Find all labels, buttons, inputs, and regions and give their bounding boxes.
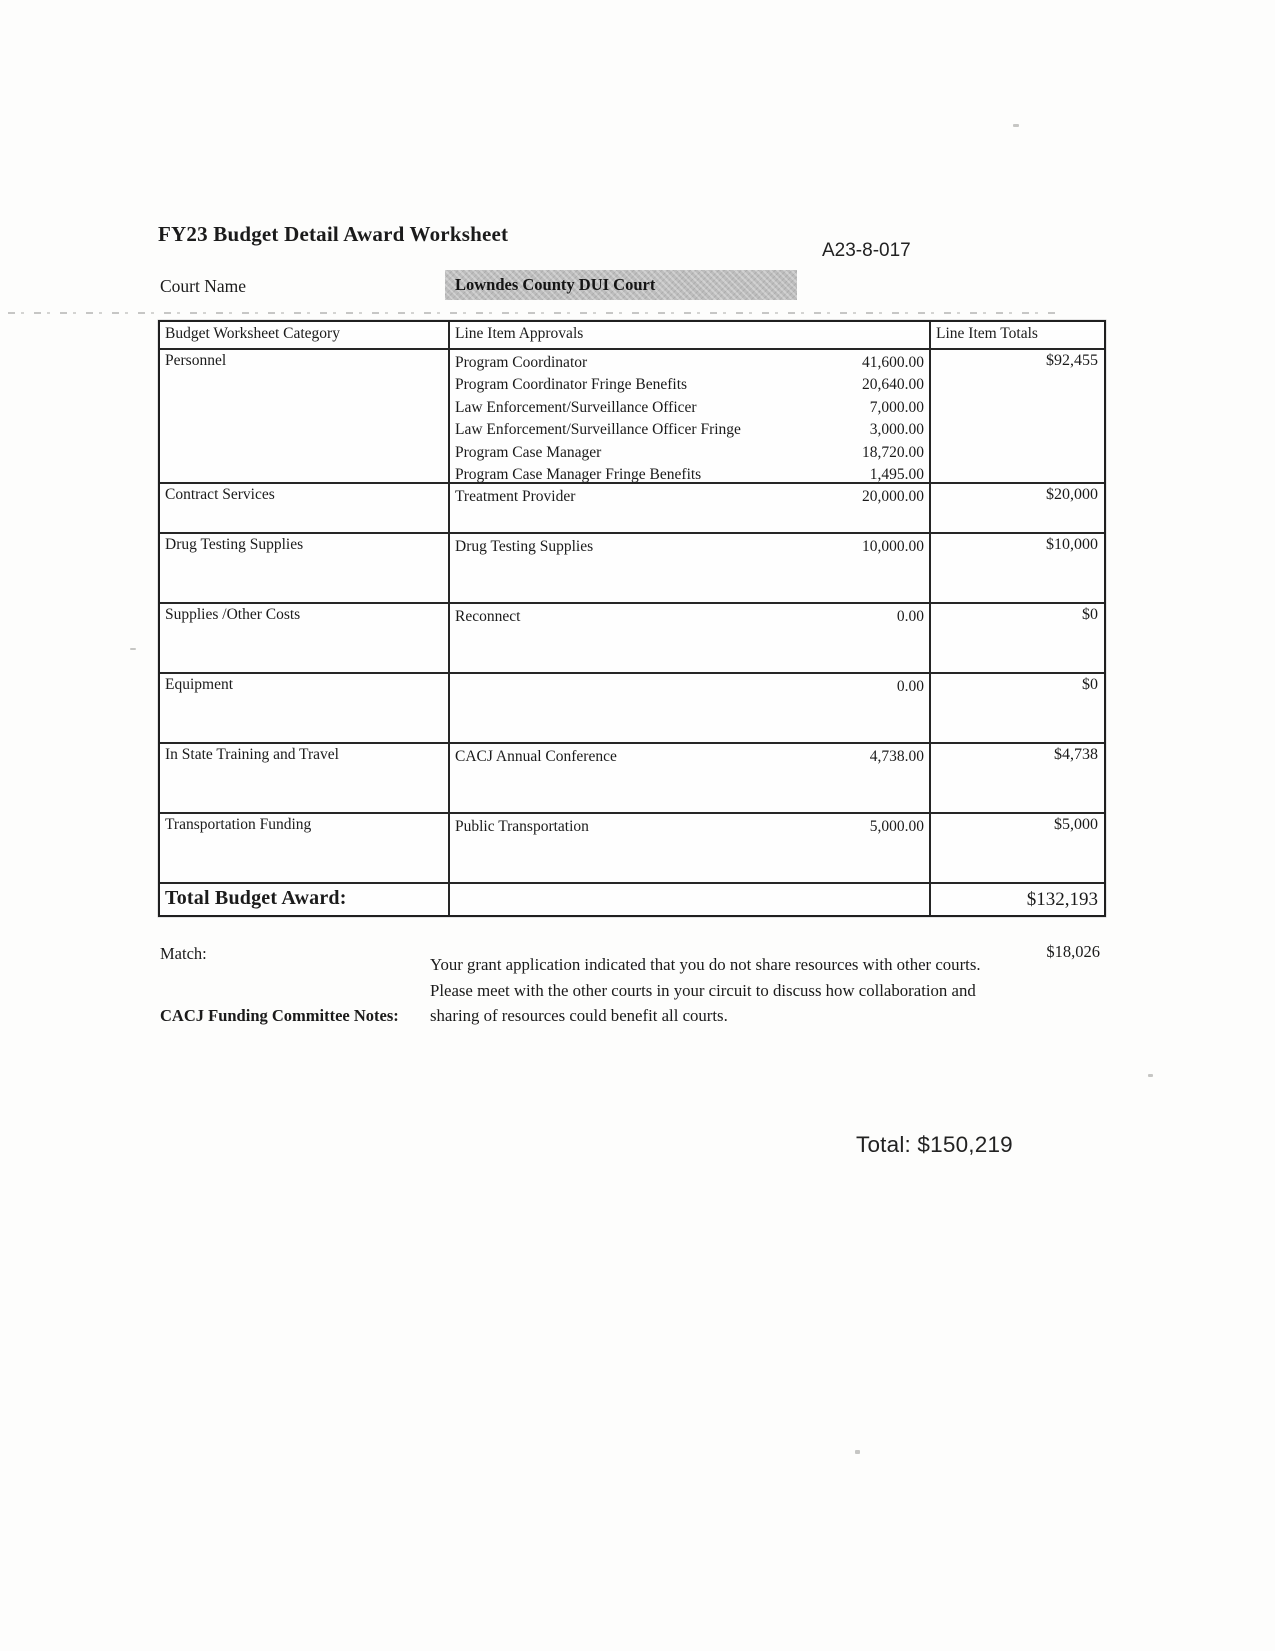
- table-row-equipment: [160, 672, 1104, 742]
- table-row-personnel: [160, 348, 1104, 482]
- line-item-label: Drug Testing Supplies: [455, 538, 594, 555]
- category-cell: Drug Testing Supplies: [160, 534, 450, 602]
- line-item-amount: 3,000.00: [869, 421, 924, 439]
- line-item-amount: 10,000.00: [862, 538, 924, 555]
- table-row-drug-testing: [160, 532, 1104, 602]
- match-value: $18,026: [1046, 942, 1100, 961]
- total-budget-award-label: Total Budget Award:: [160, 884, 450, 915]
- scan-artifact-line: [8, 312, 1060, 314]
- category-cell: Personnel: [160, 350, 450, 488]
- line-items-cell: [450, 350, 931, 488]
- funding-committee-notes-text: Your grant application indicated that you do not share resources with other courts. Please meet with the other courts in your circuit to discuss how collaboration and sharing of resources could benefit all courts.: [430, 955, 981, 1026]
- line-item-amount: 5,000.00: [869, 818, 924, 835]
- line-item: [455, 442, 924, 464]
- line-item-total-cell: $92,455: [1046, 352, 1098, 369]
- category-cell: In State Training and Travel: [160, 744, 450, 812]
- line-items-cell: [450, 604, 931, 672]
- line-item: [455, 486, 924, 508]
- table-row-transportation-funding: [160, 812, 1104, 882]
- grand-total: Total: $150,219: [856, 1132, 1013, 1157]
- line-item-total-cell: $4,738: [1054, 746, 1098, 763]
- category-cell: Equipment: [160, 674, 450, 742]
- line-item-amount: 0.00: [896, 678, 924, 695]
- empty-cell: [450, 884, 931, 915]
- line-item-label: Public Transportation: [455, 818, 589, 835]
- line-item-total-cell: $0: [1082, 606, 1098, 623]
- line-item-label: Law Enforcement/Surveillance Officer: [455, 398, 697, 416]
- line-item-amount: 20,000.00: [862, 488, 924, 505]
- court-name-value: Lowndes County DUI Court: [445, 270, 797, 300]
- table-row-contract-services: [160, 482, 1104, 532]
- line-item: [455, 676, 924, 698]
- line-item: [455, 746, 924, 768]
- line-item: [455, 606, 924, 628]
- line-item: [455, 536, 924, 558]
- line-item-total-cell: $10,000: [1046, 536, 1098, 553]
- table-row-supplies-other: [160, 602, 1104, 672]
- category-cell: Transportation Funding: [160, 814, 450, 882]
- line-item-label: CACJ Annual Conference: [455, 748, 617, 765]
- line-items-cell: [450, 534, 931, 602]
- line-item-label: Reconnect: [455, 608, 521, 625]
- line-items-cell: [450, 674, 931, 742]
- line-item: [455, 419, 924, 441]
- header-category: Budget Worksheet Category: [160, 322, 450, 348]
- category-cell: Contract Services: [160, 484, 450, 532]
- line-item-label: Program Case Manager Fringe Benefits: [455, 466, 702, 484]
- table-row-in-state-training: [160, 742, 1104, 812]
- total-budget-award-value: $132,193: [1026, 889, 1098, 910]
- line-items-cell: [450, 744, 931, 812]
- line-items-cell: [450, 814, 931, 882]
- line-item-label: Program Coordinator Fringe Benefits: [455, 376, 688, 394]
- line-item-total-cell: $5,000: [1054, 816, 1098, 833]
- page-title: FY23 Budget Detail Award Worksheet: [158, 222, 509, 246]
- scan-speck: [855, 1450, 860, 1454]
- reference-number: A23-8-017: [822, 240, 911, 261]
- line-item-label: Treatment Provider: [455, 488, 576, 505]
- scan-speck: [1148, 1074, 1153, 1077]
- table-header-row: [160, 322, 1104, 348]
- table-row-total-budget-award: [160, 882, 1104, 915]
- header-line-item-totals: Line Item Totals: [936, 325, 1038, 342]
- line-item-amount: 4,738.00: [869, 748, 924, 765]
- header-line-item-approvals: Line Item Approvals: [450, 322, 931, 348]
- line-item-amount: 7,000.00: [869, 398, 924, 416]
- match-label: Match:: [160, 944, 207, 963]
- line-item-amount: 18,720.00: [862, 443, 924, 461]
- line-item-label: Program Case Manager: [455, 443, 602, 461]
- budget-table: [158, 320, 1106, 917]
- scan-speck: [130, 648, 136, 650]
- line-item-amount: 20,640.00: [862, 376, 924, 394]
- category-cell: Supplies /Other Costs: [160, 604, 450, 672]
- line-item: [455, 816, 924, 838]
- line-item-amount: 1,495.00: [869, 466, 924, 484]
- scan-speck: [1013, 124, 1019, 127]
- line-item: [455, 352, 924, 374]
- line-item-label: Program Coordinator: [455, 354, 588, 371]
- line-item: [455, 397, 924, 419]
- line-item: [455, 374, 924, 396]
- line-item-label: Law Enforcement/Surveillance Officer Fringe: [455, 421, 741, 439]
- line-item-total-cell: $20,000: [1046, 486, 1098, 503]
- line-item-total-cell: $0: [1082, 676, 1098, 693]
- court-name-label: Court Name: [160, 276, 247, 296]
- line-item-amount: 0.00: [896, 608, 924, 625]
- funding-committee-notes-label: CACJ Funding Committee Notes:: [160, 1006, 399, 1025]
- line-items-cell: [450, 484, 931, 532]
- line-item-amount: 41,600.00: [862, 354, 924, 371]
